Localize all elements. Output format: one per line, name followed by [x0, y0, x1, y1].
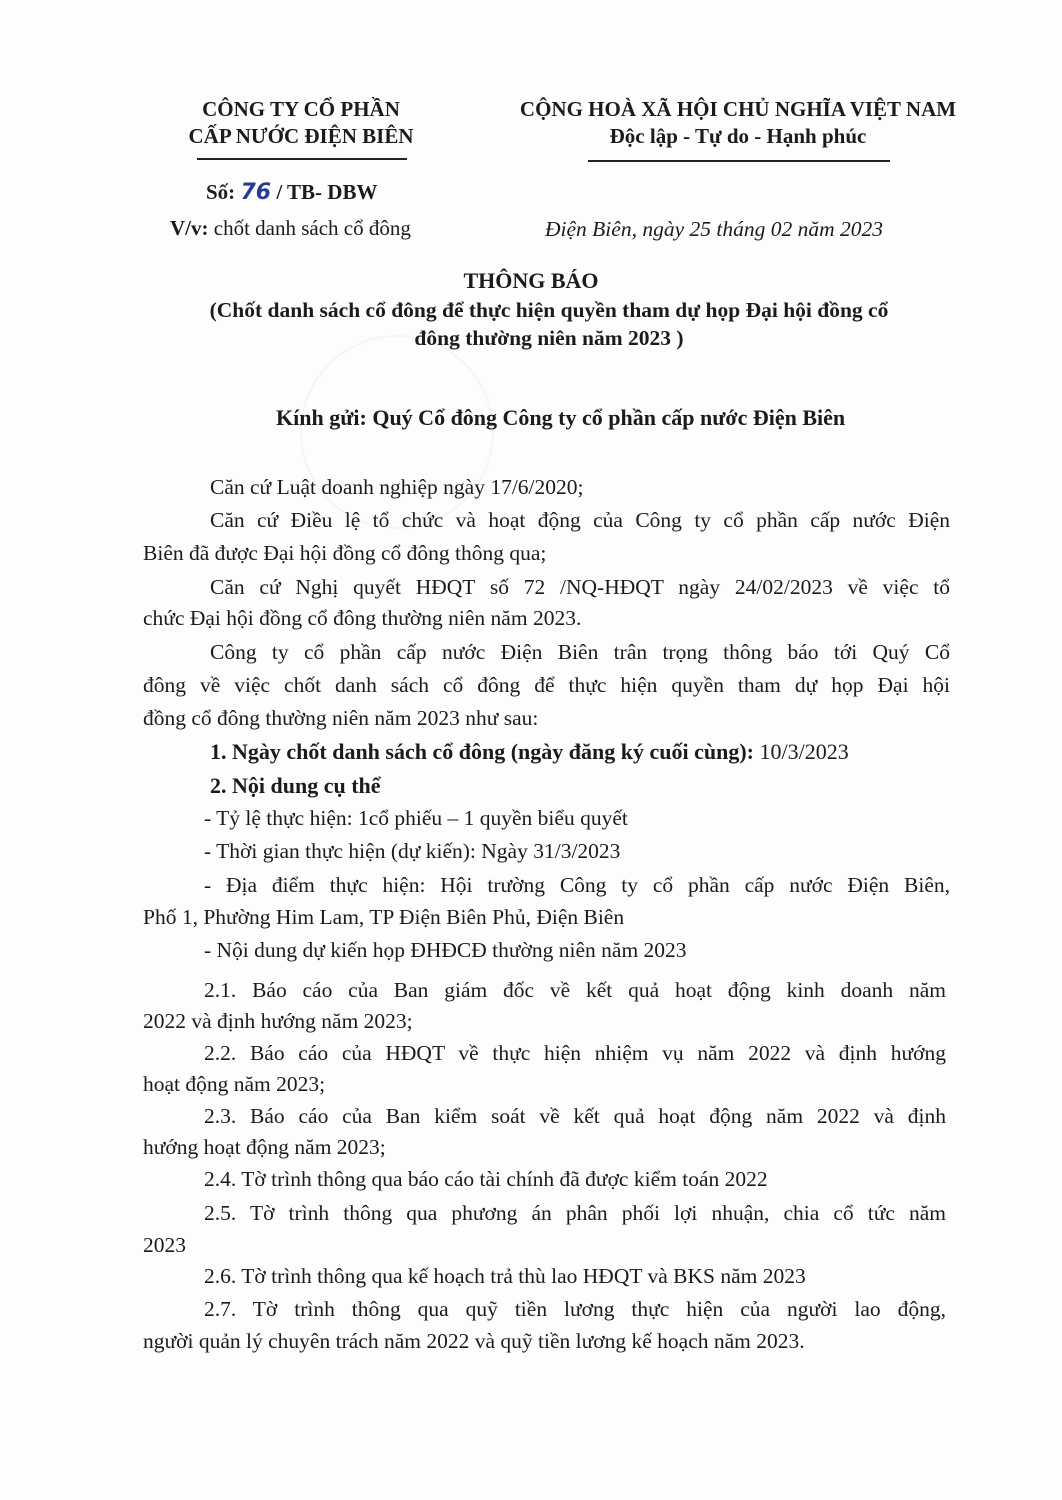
- document-subject: [170, 216, 411, 241]
- notice-subtitle-line1: (Chốt danh sách cổ đông để thực hiện quyền tham dự họp Đại hội đồng cổ: [209, 298, 889, 322]
- document-number-label: Số:: [206, 180, 236, 204]
- agenda-item-2-5-line1: 2.5. Tờ trình thông qua phương án phân phối lợi nhuận, chia cổ tức năm: [204, 1201, 946, 1225]
- agenda-item-2-3-line2: hướng hoạt động năm 2023;: [143, 1135, 386, 1159]
- agenda-item-2-7-line1: 2.7. Tờ trình thông qua quỹ tiền lương thực hiện của người lao động,: [204, 1297, 946, 1321]
- agenda-item-2-2-line1: 2.2. Báo cáo của HĐQT về thực hiện nhiệm vụ năm 2022 và định hướng: [204, 1041, 946, 1065]
- document-number-suffix: / TB- DBW: [276, 180, 378, 204]
- agenda-item-2-1-line2: 2022 và định hướng năm 2023;: [143, 1009, 413, 1033]
- agenda-item-2-1-line1: 2.1. Báo cáo của Ban giám đốc về kết quả hoạt động kinh doanh năm: [204, 978, 946, 1002]
- agenda-item-2-7-line2: người quản lý chuyên trách năm 2022 và quỹ tiền lương kế hoạch năm 2023.: [143, 1329, 805, 1353]
- subject-text: chốt danh sách cổ đông: [213, 216, 411, 240]
- company-name-line1: CÔNG TY CỔ PHẦN: [202, 97, 400, 121]
- legal-basis-3-line1: Căn cứ Nghị quyết HĐQT số 72 /NQ-HĐQT ngày 24/02/2023 về việc tổ: [210, 575, 950, 599]
- meeting-place-line2: Phố 1, Phường Him Lam, TP Điện Biên Phủ, Điện Biên: [143, 905, 625, 929]
- announcement-line1: Công ty cổ phần cấp nước Điện Biên trân trọng thông báo tới Quý Cổ: [210, 640, 950, 664]
- voting-ratio: - Tỷ lệ thực hiện: 1cổ phiếu – 1 quyền biểu quyết: [204, 806, 628, 830]
- record-date-line: [210, 739, 849, 765]
- announcement-line3: đồng cổ đông thường niên năm 2023 như sau:: [143, 706, 539, 730]
- agenda-heading: - Nội dung dự kiến họp ĐHĐCĐ thường niên năm 2023: [204, 938, 687, 962]
- legal-basis-3-line2: chức Đại hội đồng cổ đông thường niên năm 2023.: [143, 606, 582, 630]
- notice-subtitle-line2: đông thường niên năm 2023 ): [414, 326, 684, 350]
- document-number: [206, 180, 377, 205]
- agenda-item-2-2-line2: hoạt động năm 2023;: [143, 1072, 326, 1096]
- record-date-value: 10/3/2023: [759, 739, 849, 764]
- place-date: Điện Biên, ngày 25 tháng 02 năm 2023: [545, 217, 883, 241]
- meeting-time: - Thời gian thực hiện (dự kiến): Ngày 31/3/2023: [204, 839, 621, 863]
- nation-motto-underline: [588, 160, 890, 162]
- notice-title: THÔNG BÁO: [463, 268, 599, 293]
- announcement-line2: đông về việc chốt danh sách cổ đông để thực hiện quyền tham dự họp Đại hội: [143, 673, 950, 697]
- record-date-label: 1. Ngày chốt danh sách cổ đông (ngày đăng ký cuối cùng):: [210, 739, 754, 764]
- agenda-item-2-5-line2: 2023: [143, 1233, 186, 1257]
- section-2-heading: 2. Nội dung cụ thể: [210, 773, 381, 798]
- legal-basis-2-line1: Căn cứ Điều lệ tổ chức và hoạt động của Công ty cổ phần cấp nước Điện: [210, 508, 950, 532]
- company-name-underline: [197, 158, 407, 160]
- meeting-place-line1: - Địa điểm thực hiện: Hội trường Công ty cổ phần cấp nước Điện Biên,: [204, 873, 950, 897]
- nation-motto: Độc lập - Tự do - Hạnh phúc: [609, 124, 867, 148]
- company-name-line2: CẤP NƯỚC ĐIỆN BIÊN: [188, 124, 414, 148]
- legal-basis-2-line2: Biên đã được Đại hội đồng cổ đông thông qua;: [143, 541, 547, 565]
- nation-title: CỘNG HOÀ XÃ HỘI CHỦ NGHĨA VIỆT NAM: [519, 97, 957, 121]
- legal-basis-1: Căn cứ Luật doanh nghiệp ngày 17/6/2020;: [210, 475, 584, 499]
- recipient-line: Kính gửi: Quý Cổ đông Công ty cổ phần cấp nước Điện Biên: [276, 405, 846, 430]
- document-number-handwritten: 76: [240, 180, 272, 205]
- agenda-item-2-4: 2.4. Tờ trình thông qua báo cáo tài chính đã được kiểm toán 2022: [204, 1167, 768, 1191]
- agenda-item-2-6: 2.6. Tờ trình thông qua kế hoạch trả thù lao HĐQT và BKS năm 2023: [204, 1264, 806, 1288]
- agenda-item-2-3-line1: 2.3. Báo cáo của Ban kiểm soát về kết quả hoạt động năm 2022 và định: [204, 1104, 946, 1128]
- subject-label: V/v:: [170, 216, 209, 240]
